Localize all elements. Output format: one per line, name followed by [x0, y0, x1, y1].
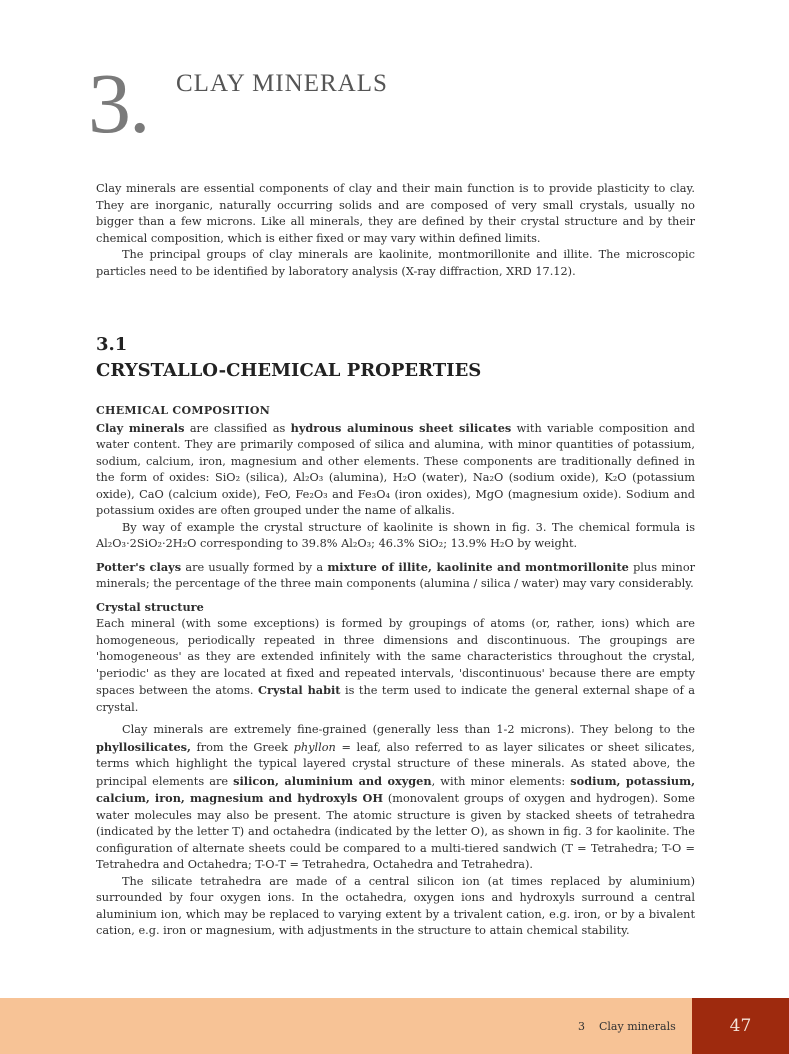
section-title: CRYSTALLO-CHEMICAL PROPERTIES	[96, 360, 482, 381]
body-paragraph: Clay minerals are classified as hydrous aluminous sheet silicates with variable composition and water content. They are primarily composed of silica and alumina, with minor quantities of potassium, sodium, calcium, iron, magnesium and other elements. These components are traditionally defined in the form of oxides: SiO₂ (silica), Al₂O₃ (alumina), H₂O (water), Na₂O (sodium oxide), K₂O (potassium oxide), CaO (calcium oxide), FeO, Fe₂O₃ and Fe₃O₄ (iron oxides), MgO (magnesium oxide). Sodium and potassium oxides are often grouped under the name of alkalis.	[96, 420, 695, 517]
section-number: 3.1	[96, 334, 128, 355]
subheading-crystal-structure: Crystal structure	[96, 599, 204, 614]
page-number: 47	[692, 998, 789, 1054]
section-body	[96, 403, 695, 940]
chapter-number: 3.	[88, 55, 149, 151]
body-paragraph: Each mineral (with some exceptions) is formed by groupings of atoms (or, rather, ions) which are homogeneous, periodically repeated in three dimensions and discontinuous. The groupings are 'homogeneous' as they are extended infinitely with the same characteristics throughout the crystal, 'periodic' as they are located at fixed and repeated intervals, 'discontinuous' because there are empty spaces between the atoms. Crystal habit is the term used to indicate the general external shape of a crystal.	[96, 617, 695, 714]
intro-paragraph: The principal groups of clay minerals are kaolinite, montmorillonite and illite. The microscopic particles need to be identified by laboratory analysis (X-ray diffraction, XRD 17.12).	[96, 248, 695, 278]
body-paragraph: Potter's clays are usually formed by a mixture of illite, kaolinite and montmorillonite plus minor minerals; the percentage of the three main components (alumina / silica / water) may vary considerably.	[96, 559, 696, 590]
chapter-title: CLAY MINERALS	[176, 70, 388, 97]
intro-text	[96, 181, 695, 280]
body-paragraph: The silicate tetrahedra are made of a central silicon ion (at times replaced by aluminium) surrounded by four oxygen ions. In the octahedra, oxygen ions and hydroxyls surround a central aluminium ion, which may be replaced to varying extent by a trivalent cation, e.g. iron, or by a bivalent cation, e.g. iron or magnesium, with adjustments in the structure to attain chemical stability.	[96, 874, 695, 937]
subheading-chemical-composition: CHEMICAL COMPOSITION	[96, 404, 271, 417]
footer-chapter-name: Clay minerals	[599, 1020, 676, 1033]
intro-paragraph: Clay minerals are essential components of clay and their main function is to provide plasticity to clay. They are inorganic, naturally occurring solids and are composed of very small crystals, usually no bigger than a few microns. Like all minerals, they are defined by their crystal structure and by their chemical composition, which is either fixed or may vary within defined limits.	[96, 182, 695, 245]
body-paragraph: Clay minerals are extremely fine-grained (generally less than 1-2 microns). They belong to the phyllosilicates, from the Greek phyllon = leaf, also referred to as layer silicates or sheet silicates, terms which highlight the typical layered crystal structure of these minerals. As stated above, the principal elements are silicon, aluminium and oxygen, with minor elements: sodium, potassium, calcium, iron, magnesium and hydroxyls OH (monovalent groups of oxygen and hydrogen). Some water molecules may also be present. The atomic structure is given by stacked sheets of tetrahedra (indicated by the letter T) and octahedra (indicated by the letter O), as shown in fig. 3 for kaolinite. The configuration of alternate sheets could be compared to a multi-tiered sandwich (T = Tetrahedra; T-O = Tetrahedra and Octahedra; T-O-T = Tetrahedra, Octahedra and Tetrahedra).	[96, 723, 696, 871]
body-paragraph: By way of example the crystal structure of kaolinite is shown in fig. 3. The chemical formula is Al₂O₃·2SiO₂·2H₂O corresponding to 39.8% Al₂O₃; 46.3% SiO₂; 13.9% H₂O by weight.	[96, 520, 695, 550]
footer-chapter-number: 3	[578, 1020, 585, 1033]
footer-chapter-label	[578, 1020, 676, 1033]
